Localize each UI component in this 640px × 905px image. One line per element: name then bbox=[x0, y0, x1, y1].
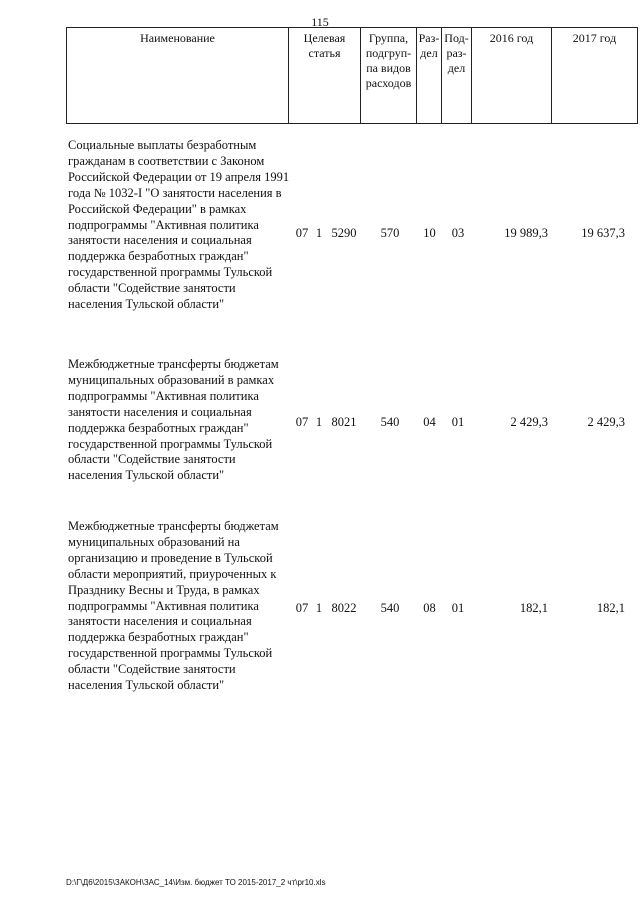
amount-2017: 19 637,3 bbox=[581, 226, 625, 240]
subsection-code: 01 bbox=[451, 415, 465, 429]
target-article-code: 8022 bbox=[331, 601, 357, 615]
target-article-program: 07 bbox=[295, 226, 309, 240]
amount-2016: 19 989,3 bbox=[504, 226, 548, 240]
table-header bbox=[66, 27, 638, 124]
target-article-subprogram: 1 bbox=[315, 226, 323, 240]
table-row bbox=[0, 138, 640, 338]
target-article-subprogram: 1 bbox=[315, 601, 323, 615]
table-row bbox=[0, 357, 640, 492]
target-article-subprogram: 1 bbox=[315, 415, 323, 429]
target-article-code: 8021 bbox=[331, 415, 357, 429]
subsection-code: 03 bbox=[451, 226, 465, 240]
amount-2016: 182,1 bbox=[519, 601, 548, 615]
subsection-code: 01 bbox=[451, 601, 465, 615]
amount-2017: 182,1 bbox=[596, 601, 625, 615]
row-name: Межбюджетные трансферты бюджетам муниципальных образований на организацию и проведение в Тульской области мероприятий, приуроченных к Празднику Весны и Труда, в рамках подпрограммы "Активная политика занятости населения и социальная поддержка безработных граждан" государственной программы Тульской области "Содействие занятости населения Тульской области" bbox=[68, 519, 279, 693]
header-subsection: Под- раз- дел bbox=[442, 28, 472, 123]
group-code: 540 bbox=[380, 601, 400, 615]
target-article-program: 07 bbox=[295, 415, 309, 429]
amount-2017: 2 429,3 bbox=[587, 415, 625, 429]
header-2016: 2016 год bbox=[472, 28, 552, 123]
section-code: 04 bbox=[423, 415, 436, 429]
file-path-footer: D:\Г\Д6\2015\ЗАКОН\ЗАС_14\Изм. бюджет ТО 2015-2017_2 чт\pr10.xls bbox=[66, 878, 326, 887]
header-name: Наименование bbox=[67, 28, 289, 123]
row-name: Межбюджетные трансферты бюджетам муниципальных образований в рамках подпрограммы "Активная политика занятости населения и социальная поддержка безработных граждан" государственной программы Тульской области "Содействие занятости населения Тульской области" bbox=[68, 357, 279, 483]
group-code: 570 bbox=[380, 226, 400, 240]
group-code: 540 bbox=[380, 415, 400, 429]
header-section: Раз- дел bbox=[417, 28, 442, 123]
page-number: 115 bbox=[311, 15, 329, 29]
section-code: 08 bbox=[423, 601, 436, 615]
header-target-article: Целевая статья bbox=[289, 28, 361, 123]
header-2017: 2017 год bbox=[572, 31, 617, 45]
target-article-code: 5290 bbox=[331, 226, 357, 240]
header-group: Группа, подгруп- па видов расходов bbox=[361, 28, 417, 123]
table-row bbox=[0, 519, 640, 704]
section-code: 10 bbox=[423, 226, 436, 240]
amount-2016: 2 429,3 bbox=[510, 415, 548, 429]
row-name: Социальные выплаты безработным гражданам в соответствии с Законом Российской Федерации от 19 апреля 1991 года № 1032-I "О занятости населения в Российской Федерации" в рамках подпрограммы "Активная политика занятости населения и социальная поддержка безработных граждан" государственной программы Тульской области "Содействие занятости населения Тульской области" bbox=[68, 138, 290, 312]
target-article-program: 07 bbox=[295, 601, 309, 615]
